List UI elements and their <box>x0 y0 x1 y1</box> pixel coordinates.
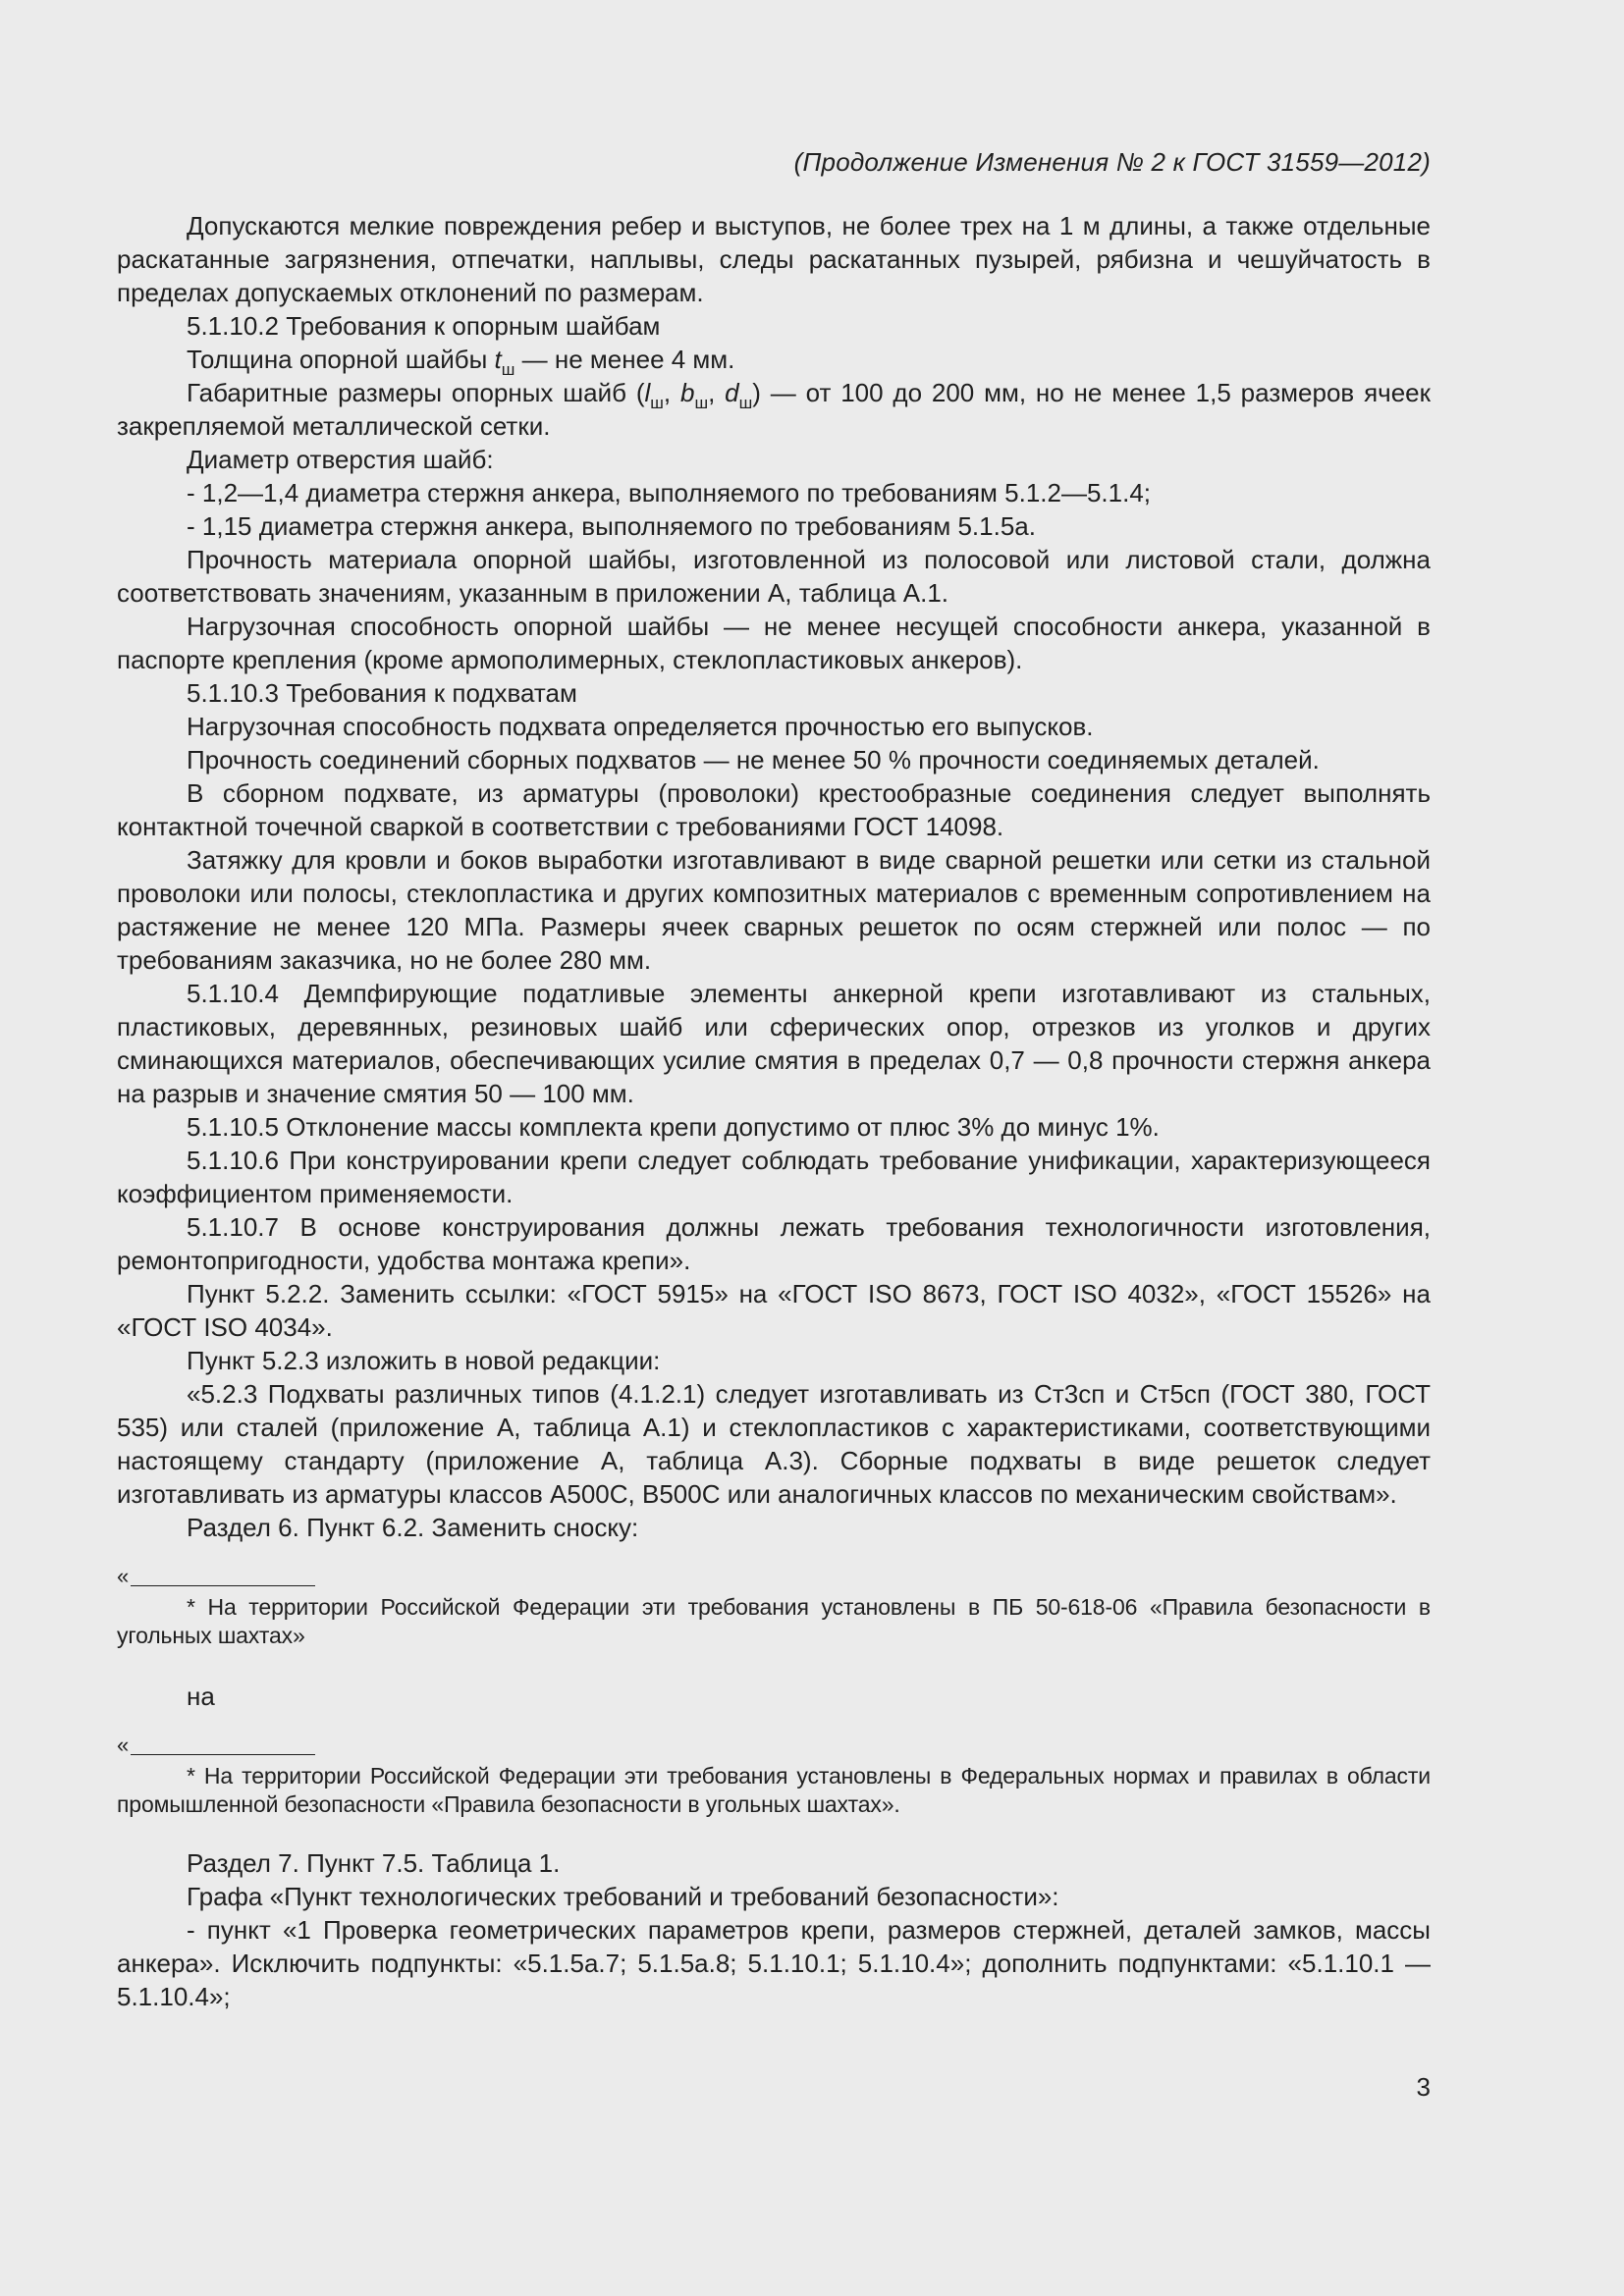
section-heading: 5.1.10.3 Требования к подхватам <box>187 678 577 708</box>
list-item: - 1,15 диаметра стержня анкера, выполняемого по требованиям 5.1.5а. <box>187 511 1036 541</box>
page-header: (Продолжение Изменения № 2 к ГОСТ 31559—2012) <box>793 147 1431 177</box>
subscript: ш <box>694 394 709 412</box>
paragraph <box>117 376 1431 443</box>
subscript: ш <box>501 360 515 379</box>
subscript: ш <box>738 394 753 412</box>
text-run: Толщина опорной шайбы <box>187 345 495 374</box>
paragraph: Пункт 5.2.2. Заменить ссылки: «ГОСТ 5915» на «ГОСТ ISO 8673, ГОСТ ISO 4032», «ГОСТ 15526» на «ГОСТ ISO 4034». <box>117 1279 1431 1342</box>
document-body <box>117 209 1431 2013</box>
separator-line <box>131 1585 315 1586</box>
opening-quote: « <box>117 1733 130 1757</box>
paragraph: Нагрузочная способность подхвата определяется прочностью его выпусков. <box>187 712 1094 741</box>
paragraph: Затяжку для кровли и боков выработки изготавливают в виде сварной решетки или сетки из стальной проволоки или полосы, стеклопластика и других композитных материалов с временным сопротивлением на растяжение не менее 120 МПа. Размеры ячеек сварных решеток по осям стержней или полос — по требованиям заказчика, но не более 280 мм. <box>117 845 1431 975</box>
paragraph: Допускаются мелкие повреждения ребер и выступов, не более трех на 1 м длины, а также отдельные раскатанные загрязнения, отпечатки, наплывы, следы раскатанных пузырей, рябизна и чешуйчатость в пределах допускаемых отклонений по размерам. <box>117 211 1431 307</box>
paragraph: Нагрузочная способность опорной шайбы — не менее несущей способности анкера, указанной в паспорте крепления (кроме армополимерных, стеклопластиковых анкеров). <box>117 612 1431 674</box>
variable: b <box>679 378 695 407</box>
text-run: , <box>663 378 680 407</box>
paragraph: Прочность материала опорной шайбы, изготовленной из полосовой или листовой стали, должна соответствовать значениям, указанным в приложении А, таблица А.1. <box>117 545 1431 608</box>
footnote-separator <box>117 1560 1431 1593</box>
variable: l <box>644 378 651 407</box>
paragraph: 5.1.10.5 Отклонение массы комплекта крепи допустимо от плюс 3% до минус 1%. <box>187 1112 1160 1142</box>
paragraph: Раздел 7. Пункт 7.5. Таблица 1. <box>187 1848 561 1878</box>
document-page <box>117 0 1431 2296</box>
text-run: ) — от 100 до 200 мм, но не менее 1,5 размеров ячеек закрепляемой металлической сетки. <box>117 378 1432 441</box>
paragraph: 5.1.10.7 В основе конструирования должны лежать требования технологичности изготовления, ремонтопригодности, удобства монтажа крепи». <box>117 1212 1431 1275</box>
section-heading: 5.1.10.2 Требования к опорным шайбам <box>187 311 661 341</box>
text-run: , <box>708 378 726 407</box>
text-run: — не менее 4 мм. <box>514 345 735 374</box>
footnote-new: * На территории Российской Федерации эти требования установлены в Федеральных нормах и правилах в области промышленной безопасности «Правила безопасности в угольных шахтах». <box>117 1763 1431 1817</box>
opening-quote: « <box>117 1564 130 1588</box>
paragraph: Раздел 6. Пункт 6.2. Заменить сноску: <box>187 1513 639 1542</box>
paragraph <box>117 343 1431 379</box>
paragraph: Прочность соединений сборных подхватов — не менее 50 % прочности соединяемых деталей. <box>187 745 1320 774</box>
paragraph: Графа «Пункт технологических требований и требований безопасности»: <box>187 1882 1059 1911</box>
list-item: - 1,2—1,4 диаметра стержня анкера, выполняемого по требованиям 5.1.2—5.1.4; <box>187 478 1152 507</box>
paragraph: 5.1.10.6 При конструировании крепи следует соблюдать требование унификации, характеризующееся коэффициентом применяемости. <box>117 1146 1431 1208</box>
text-run: Габаритные размеры опорных шайб ( <box>187 378 645 407</box>
separator-line <box>131 1754 315 1755</box>
footnote-old: * На территории Российской Федерации эти требования установлены в ПБ 50-618-06 «Правила безопасности в угольных шахтах» <box>117 1594 1431 1648</box>
list-item: - пункт «1 Проверка геометрических параметров крепи, размеров стержней, деталей замков, массы анкера». Исключить подпункты: «5.1.5а.7; 5.1.5а.8; 5.1.10.1; 5.1.10.4»; дополнить подпунктами: «5.1.10.1 — 5.1.10.4»; <box>117 1915 1431 2011</box>
subscript: ш <box>650 394 664 412</box>
paragraph: Пункт 5.2.3 изложить в новой редакции: <box>187 1346 661 1375</box>
footnote-separator <box>117 1729 1431 1762</box>
paragraph: 5.1.10.4 Демпфирующие податливые элементы анкерной крепи изготавливают из стальных, пластиковых, деревянных, резиновых шайб или сферических опор, отрезков из уголков и других сминающихся материалов, обеспечивающих усилие смятия в пределах 0,7 — 0,8 прочности стержня анкера на разрыв и значение смятия 50 — 100 мм. <box>117 979 1431 1108</box>
page-number: 3 <box>1416 2072 1431 2102</box>
paragraph: «5.2.3 Подхваты различных типов (4.1.2.1) следует изготавливать из Ст3сп и Ст5сп (ГОСТ 380, ГОСТ 535) или сталей (приложение А, таблица А.1) и стеклопластиков с характеристиками, соответствующими настоящему стандарту (приложение А, таблица А.3). Сборные подхваты в виде решеток следует изготавливать из арматуры классов А500С, В500С или аналогичных классов по механическим свойствам». <box>117 1379 1431 1509</box>
variable: t <box>494 345 502 374</box>
paragraph: на <box>187 1682 215 1711</box>
paragraph: В сборном подхвате, из арматуры (проволоки) крестообразные соединения следует выполнять контактной точечной сваркой в соответствии с требованиями ГОСТ 14098. <box>117 778 1431 841</box>
variable: d <box>725 378 739 407</box>
paragraph: Диаметр отверстия шайб: <box>187 445 494 474</box>
